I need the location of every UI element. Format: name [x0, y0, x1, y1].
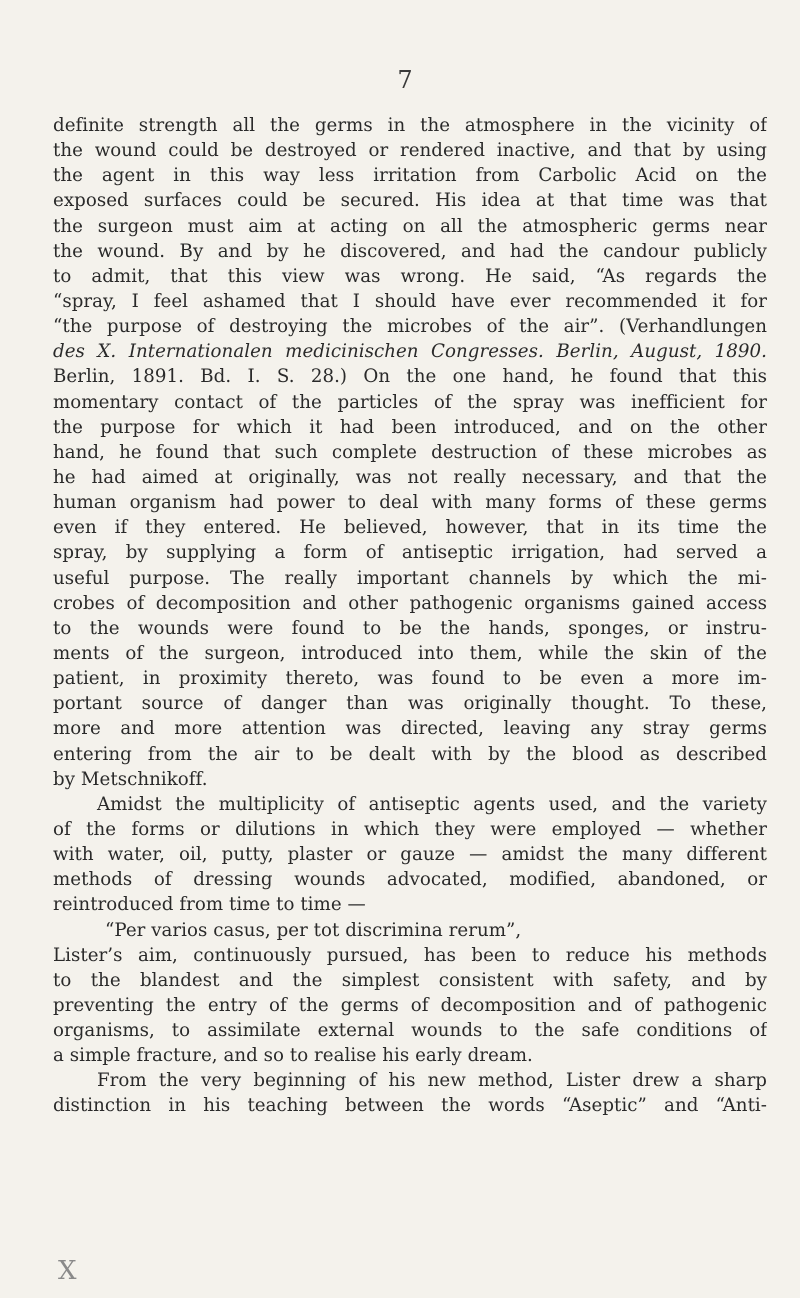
- text-line: Lister’s aim, continuously pursued, has been to reduce his methods: [53, 944, 767, 966]
- pencil-margin-mark: X: [58, 1256, 77, 1286]
- text-line: more and more attention was directed, leaving any stray germs: [53, 718, 767, 740]
- text-line: human organism had power to deal with many forms of these germs: [53, 492, 767, 514]
- text-line: to the blandest and the simplest consistent with safety, and by: [53, 969, 767, 991]
- text-line: the purpose for which it had been introduced, and on the other: [53, 416, 767, 438]
- text-line: methods of dressing wounds advocated, modified, abandoned, or: [53, 869, 767, 891]
- text-line: the surgeon must aim at acting on all the atmospheric germs near: [53, 215, 767, 237]
- text-line: patient, in proximity thereto, was found to be even a more im-: [53, 668, 767, 690]
- text-line: preventing the entry of the germs of decomposition and of pathogenic: [53, 994, 767, 1016]
- text-line: reintroduced from time to time —: [53, 894, 366, 916]
- text-line: ments of the surgeon, introduced into them, while the skin of the: [53, 642, 767, 664]
- text-line: to admit, that this view was wrong. He said, “As regards the: [53, 265, 767, 287]
- text-line: the wound. By and by he discovered, and had the candour publicly: [53, 240, 767, 262]
- text-line: by Metschnikoff.: [53, 768, 208, 790]
- text-line: spray, by supplying a form of antiseptic irrigation, had served a: [53, 542, 767, 564]
- text-line: organisms, to assimilate external wounds to the safe conditions of: [53, 1020, 767, 1042]
- text-line: he had aimed at originally, was not really necessary, and that the: [53, 466, 767, 488]
- latin-quote: “Per varios casus, per tot discrimina rerum”,: [105, 919, 522, 941]
- text-line: “spray, I feel ashamed that I should have ever recommended it for: [53, 290, 767, 312]
- text-line: the wound could be destroyed or rendered inactive, and that by using: [53, 140, 767, 162]
- text-line: even if they entered. He believed, however, that in its time the: [53, 517, 767, 539]
- text-line: portant source of danger than was originally thought. To these,: [53, 693, 767, 715]
- text-line: hand, he found that such complete destruction of these microbes as: [53, 441, 767, 463]
- text-line: with water, oil, putty, plaster or gauze — amidst the many different: [53, 844, 767, 866]
- text-line: distinction in his teaching between the words “Aseptic” and “Anti-: [53, 1095, 767, 1117]
- text-line: of the forms or dilutions in which they were employed — whether: [53, 818, 767, 840]
- text-line: des X. Internationalen medicinischen Congresses. Berlin, August, 1890.: [53, 341, 767, 363]
- text-line: exposed surfaces could be secured. His idea at that time was that: [53, 190, 767, 212]
- page-number: 7: [397, 66, 413, 94]
- text-line: entering from the air to be dealt with by the blood as described: [53, 743, 767, 765]
- text-line: to the wounds were found to be the hands, sponges, or instru-: [53, 617, 767, 639]
- text-line: a simple fracture, and so to realise his early dream.: [53, 1045, 533, 1067]
- text-line: useful purpose. The really important channels by which the mi-: [53, 567, 767, 589]
- text-line: “the purpose of destroying the microbes of the air”. (Verhandlungen: [53, 316, 767, 338]
- text-line: momentary contact of the particles of the spray was inefficient for: [53, 391, 767, 413]
- text-line: the agent in this way less irritation from Carbolic Acid on the: [53, 165, 767, 187]
- text-line: From the very beginning of his new method, Lister drew a sharp: [97, 1070, 767, 1092]
- body-text: [53, 113, 767, 1119]
- text-line: definite strength all the germs in the atmosphere in the vicinity of: [53, 115, 767, 136]
- text-line: crobes of decomposition and other pathogenic organisms gained access: [53, 592, 767, 614]
- text-line: Berlin, 1891. Bd. I. S. 28.) On the one hand, he found that this: [53, 366, 767, 388]
- text-line: Amidst the multiplicity of antiseptic agents used, and the variety: [97, 793, 767, 815]
